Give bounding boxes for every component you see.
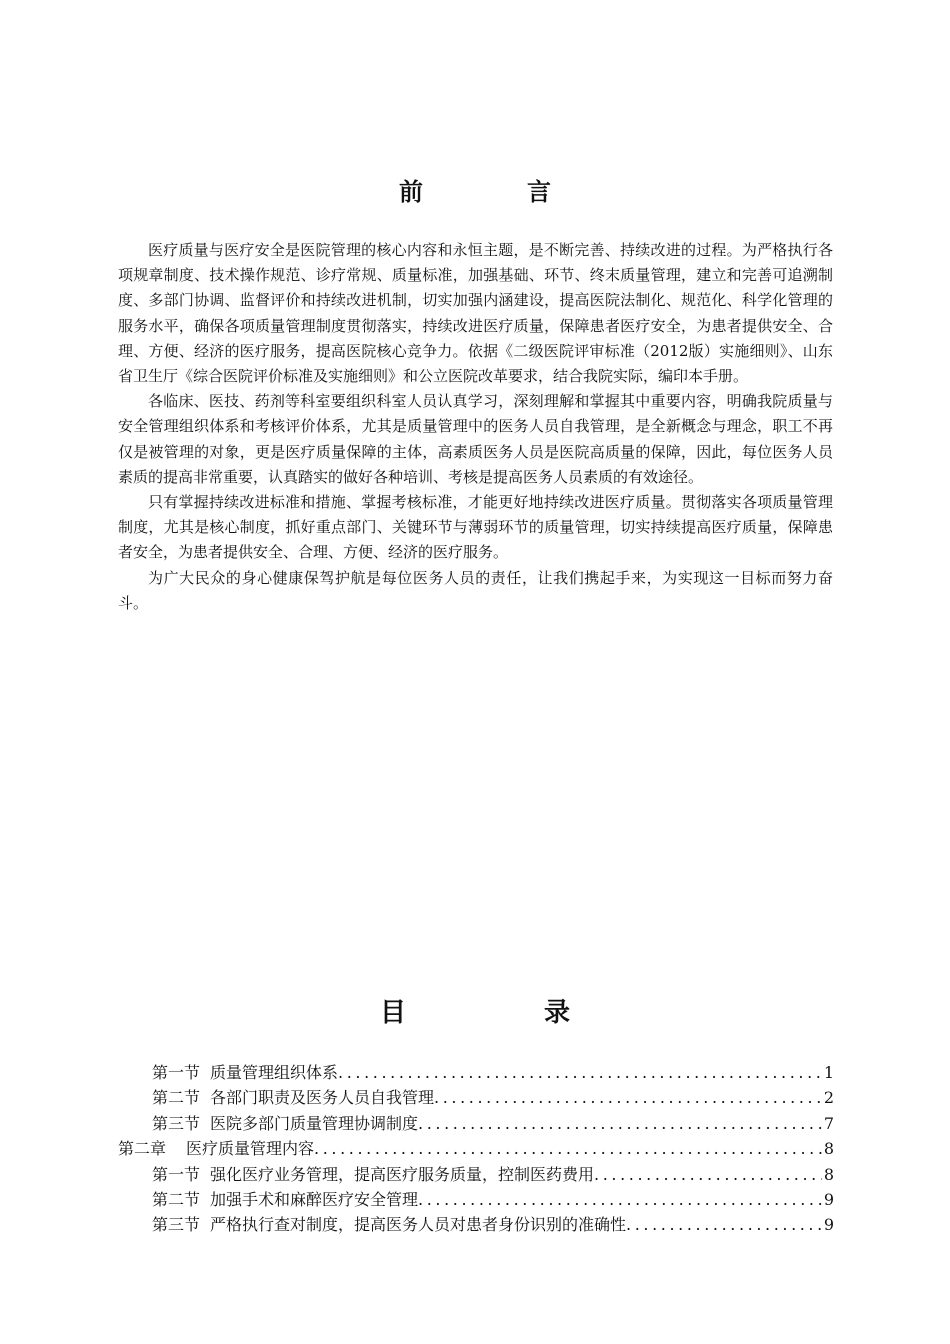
preface-paragraph: 只有掌握持续改进标准和措施、掌握考核标准，才能更好地持续改进医疗质量。贯彻落实各项质量管理制度，尤其是核心制度，抓好重点部门、关键环节与薄弱环节的质量管理，切实持续提高医疗质量，保障患者安全，为患者提供安全、合理、方便、经济的医疗服务。 — [118, 493, 833, 562]
preface-title: 前 言 — [399, 177, 591, 206]
toc-entry[interactable] — [118, 1212, 834, 1237]
toc-entry-number: 第三节 — [152, 1113, 201, 1133]
toc-entry[interactable] — [118, 1162, 834, 1187]
preface-paragraph: 为广大民众的身心健康保驾护航是每位医务人员的责任，让我们携起手来，为实现这一目标而努力奋斗。 — [118, 568, 833, 612]
toc-entry-text: 严格执行查对制度，提高医务人员对患者身份识别的准确性 — [210, 1215, 627, 1235]
toc-entry-text: 医疗质量管理内容 — [186, 1139, 315, 1159]
toc-entry-label — [152, 1085, 434, 1110]
toc-dot-leader — [418, 1111, 822, 1136]
toc-list — [118, 1060, 834, 1238]
toc-page-number: 7 — [823, 1113, 834, 1133]
toc-entry-number: 第二章 — [118, 1139, 167, 1159]
toc-entry-text: 加强手术和麻醉医疗安全管理 — [210, 1189, 419, 1209]
toc-entry-text: 各部门职责及医务人员自我管理 — [210, 1088, 435, 1108]
toc-entry-number: 第一节 — [152, 1164, 201, 1184]
toc-entry[interactable] — [118, 1060, 834, 1085]
toc-entry-text: 强化医疗业务管理，提高医疗服务质量，控制医药费用 — [210, 1164, 595, 1184]
toc-dot-leader — [314, 1136, 822, 1161]
toc-page-number: 1 — [823, 1063, 834, 1082]
toc-dot-leader — [418, 1187, 822, 1212]
toc-chapter-entry[interactable] — [118, 1136, 834, 1161]
toc-entry[interactable] — [118, 1085, 834, 1110]
toc-page-number: 2 — [823, 1088, 834, 1108]
toc-dot-leader — [594, 1162, 822, 1187]
toc-entry-number: 第三节 — [152, 1215, 201, 1235]
toc-entry-label — [152, 1212, 626, 1237]
toc-page-number: 9 — [823, 1189, 834, 1209]
preface-body — [118, 238, 833, 616]
toc-entry-text: 质量管理组织体系 — [210, 1063, 339, 1082]
toc-title: 目 录 — [379, 998, 626, 1028]
toc-dot-leader — [338, 1060, 822, 1085]
toc-entry-number: 第二节 — [152, 1088, 201, 1108]
toc-entry-number: 第一节 — [152, 1063, 201, 1082]
toc-dot-leader — [626, 1212, 822, 1237]
toc-entry-text: 医院多部门质量管理协调制度 — [210, 1113, 419, 1133]
toc-page-number: 8 — [823, 1139, 834, 1159]
toc-entry-label — [152, 1162, 594, 1187]
toc-page-number: 9 — [823, 1215, 834, 1235]
toc-entry-label — [152, 1187, 418, 1212]
preface-paragraph: 医疗质量与医疗安全是医院管理的核心内容和永恒主题，是不断完善、持续改进的过程。为严格执行各项规章制度、技术操作规范、诊疗常规、质量标准，加强基础、环节、终末质量管理，建立和完善可追溯制度、多部门协调、监督评价和持续改进机制，切实加强内涵建设，提高医院法制化、规范化、科学化管理的服务水平，确保各项质量管理制度贯彻落实，持续改进医疗质量，保障患者医疗安全，为患者提供安全、合理、方便、经济的医疗服务，提高医院核心竞争力。依据《二级医院评审标准（2012版）实施细则》、山东省卫生厅《综合医院评价标准及实施细则》和公立医院改革要求，结合我院实际，编印本手册。 — [118, 241, 833, 386]
toc-entry[interactable] — [118, 1187, 834, 1212]
toc-entry-label — [118, 1136, 314, 1161]
toc-page-number: 8 — [823, 1164, 834, 1184]
toc-dot-leader — [434, 1085, 822, 1110]
toc-entry-label — [152, 1111, 418, 1136]
toc-entry-label — [152, 1060, 338, 1085]
preface-paragraph: 各临床、医技、药剂等科室要组织科室人员认真学习，深刻理解和掌握其中重要内容，明确我院质量与安全管理组织体系和考核评价体系，尤其是质量管理中的医务人员自我管理，是全新概念与理念，职工不再仅是被管理的对象，更是医疗质量保障的主体，高素质医务人员是医院高质量的保障，因此，每位医务人员素质的提高非常重要，认真踏实的做好各种培训、考核是提高医务人员素质的有效途径。 — [118, 392, 833, 486]
toc-entry-number: 第二节 — [152, 1189, 201, 1209]
toc-entry[interactable] — [118, 1111, 834, 1136]
